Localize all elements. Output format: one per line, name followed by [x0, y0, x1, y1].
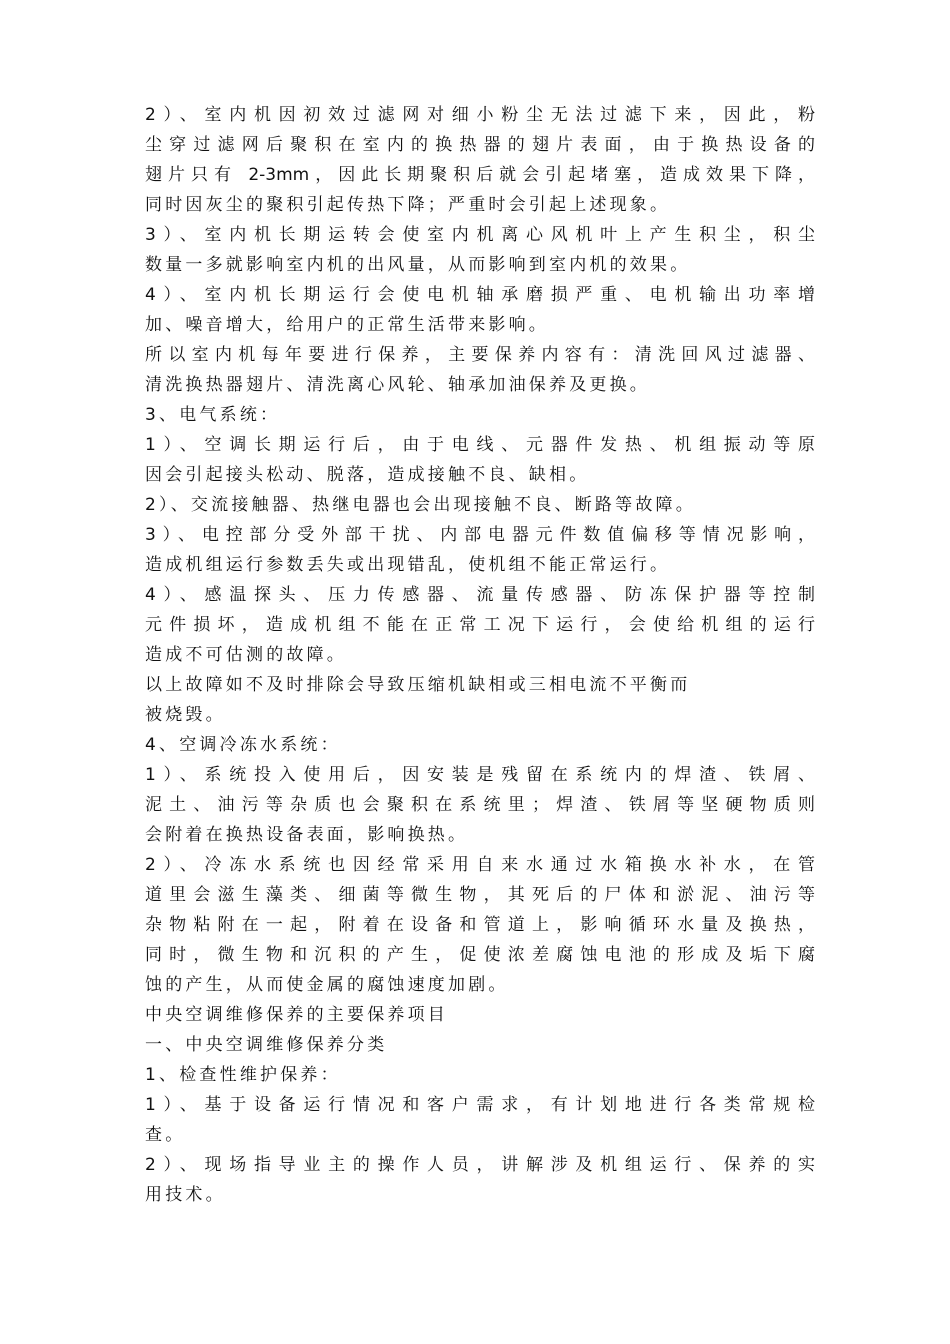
- text-line: 3、电气系统：: [145, 405, 281, 425]
- text-line: 用技术。: [145, 1185, 226, 1205]
- text-line: 查。: [145, 1125, 186, 1145]
- text-line: 蚀的产生，从而使金属的腐蚀速度加剧。: [145, 975, 509, 995]
- text-line: 所以室内机每年要进行保养，主要保养内容有：清洗回风过滤器、: [145, 345, 815, 365]
- document-body: [145, 100, 815, 1210]
- text-line: 因会引起接头松动、脱落，造成接触不良、缺相。: [145, 465, 590, 485]
- text-line: 尘穿过滤网后聚积在室内的换热器的翅片表面，由于换热设备的: [145, 135, 815, 155]
- text-line: 同时，微生物和沉积的产生，促使浓差腐蚀电池的形成及垢下腐: [145, 945, 815, 965]
- text-line: 2）、室内机因初效过滤网对细小粉尘无法过滤下来，因此，粉: [145, 105, 815, 125]
- text-line: 同时因灰尘的聚积引起传热下降；严重时会引起上述现象。: [145, 195, 671, 215]
- text-line: 泥土、油污等杂质也会聚积在系统里；焊渣、铁屑等坚硬物质则: [145, 795, 815, 815]
- text-line: 中央空调维修保养的主要保养项目: [145, 1005, 448, 1025]
- text-line: 1）、基于设备运行情况和客户需求，有计划地进行各类常规检: [145, 1095, 815, 1115]
- text-line: 造成机组运行参数丢失或出现错乱，使机组不能正常运行。: [145, 555, 671, 575]
- text-line: 2）、现场指导业主的操作人员，讲解涉及机组运行、保养的实: [145, 1155, 815, 1175]
- text-line: 会附着在换热设备表面，影响换热。: [145, 825, 469, 845]
- text-line: 加、噪音增大，给用户的正常生活带来影响。: [145, 315, 549, 335]
- text-line: 翅片只有 2-3mm，因此长期聚积后就会引起堵塞，造成效果下降，: [145, 165, 815, 185]
- text-line: 3）、电控部分受外部干扰、内部电器元件数值偏移等情况影响，: [145, 525, 815, 545]
- text-line: 2）、冷冻水系统也因经常采用自来水通过水箱换水补水，在管: [145, 855, 815, 875]
- text-line: 数量一多就影响室内机的出风量，从而影响到室内机的效果。: [145, 255, 691, 275]
- text-line: 1）、空调长期运行后，由于电线、元器件发热、机组振动等原: [145, 435, 815, 455]
- text-line: 1、检查性维护保养：: [145, 1065, 341, 1085]
- text-line: 清洗换热器翅片、清洗离心风轮、轴承加油保养及更换。: [145, 375, 650, 395]
- text-line: 道里会滋生藻类、细菌等微生物，其死后的尸体和淤泥、油污等: [145, 885, 815, 905]
- text-line: 被烧毁。: [145, 705, 226, 725]
- text-line: 4、空调冷冻水系统：: [145, 735, 341, 755]
- text-line: 一、中央空调维修保养分类: [145, 1035, 388, 1055]
- text-line: 3）、室内机长期运转会使室内机离心风机叶上产生积尘，积尘: [145, 225, 815, 245]
- text-line: 以上故障如不及时排除会导致压缩机缺相或三相电流不平衡而: [145, 675, 691, 695]
- text-line: 2）、交流接触器、热继电器也会出现接触不良、断路等故障。: [145, 495, 696, 515]
- text-line: 造成不可估测的故障。: [145, 645, 347, 665]
- text-line: 4）、感温探头、压力传感器、流量传感器、防冻保护器等控制: [145, 585, 815, 605]
- text-line: 4）、室内机长期运行会使电机轴承磨损严重、电机输出功率增: [145, 285, 815, 305]
- text-line: 1）、系统投入使用后，因安装是残留在系统内的焊渣、铁屑、: [145, 765, 815, 785]
- text-line: 元件损坏，造成机组不能在正常工况下运行，会使给机组的运行: [145, 615, 815, 635]
- text-line: 杂物粘附在一起，附着在设备和管道上，影响循环水量及换热，: [145, 915, 815, 935]
